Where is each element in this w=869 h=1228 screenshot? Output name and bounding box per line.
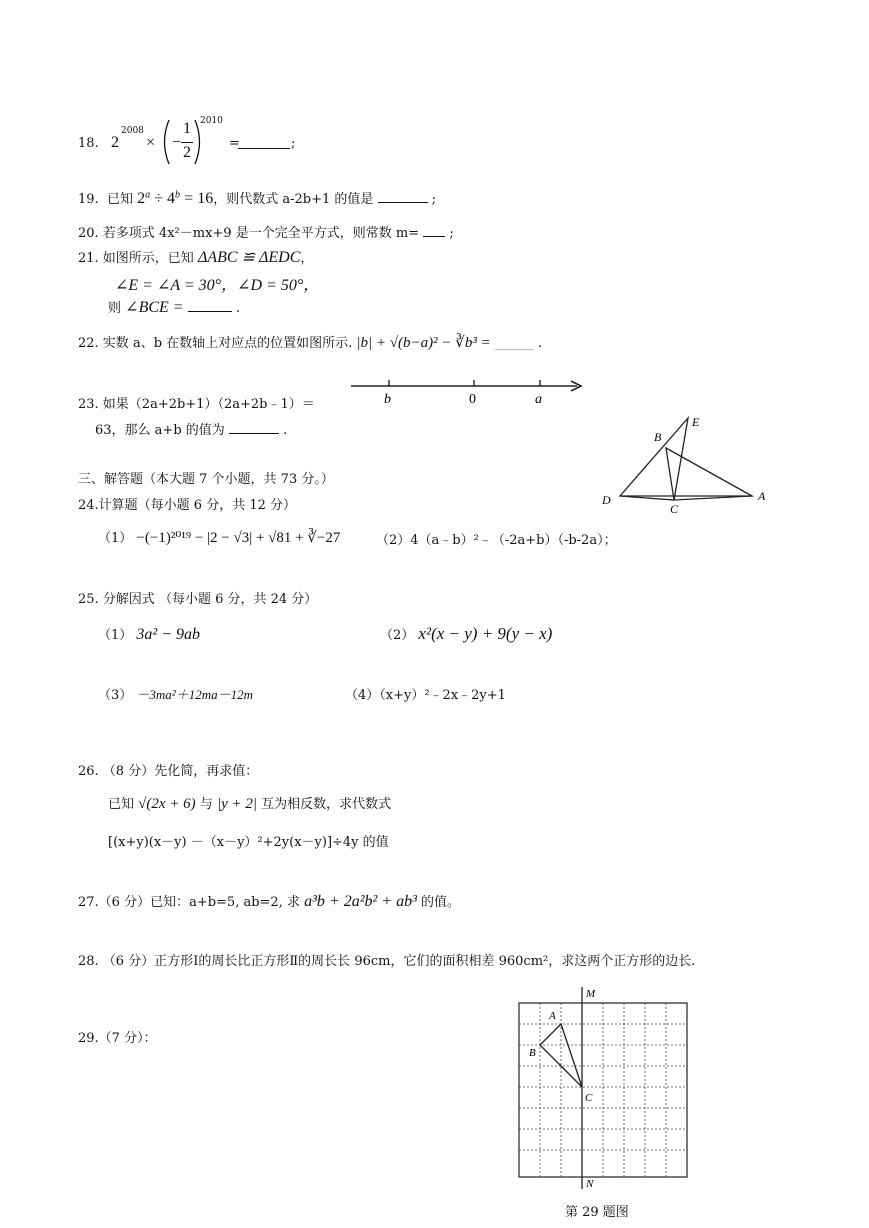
answer-blank[interactable] bbox=[238, 136, 290, 149]
q25-part2: （2） x²(x − y) + 9(y − x) bbox=[380, 624, 553, 643]
answer-blank[interactable] bbox=[423, 224, 445, 237]
q19: 19. 已知 $2^a \div 4^b = 16$，则代数式 a-2b+1 的值是 ; bbox=[78, 189, 437, 207]
tick-label-b: b bbox=[384, 392, 391, 407]
point-label-n: N bbox=[586, 1178, 594, 1190]
point-label-b: B bbox=[529, 1047, 536, 1059]
figure-caption: 第 29 题图 bbox=[565, 1205, 629, 1220]
point-label-m: M bbox=[586, 988, 596, 1000]
q21-line3: 则 ∠BCE = . bbox=[108, 299, 240, 316]
point-label-e: E bbox=[692, 415, 700, 429]
q22: 22. 实数 a、b 在数轴上对应点的位置如图所示. |b| + √(b−a)² − ∛b³ = ______ . bbox=[78, 335, 543, 351]
left-paren bbox=[158, 118, 172, 166]
q21-line1: 21. 如图所示，已知 ΔABC ≌ ΔEDC， bbox=[78, 249, 314, 266]
q27: 27.（6 分）已知：a+b=5, ab=2, 求 a³b + 2a²b² + ab³ 的值。 bbox=[78, 893, 461, 910]
answer-blank[interactable] bbox=[188, 299, 232, 312]
q26-line3: [(x+y)(x－y) －（x－y）²+2y(x－y)]÷4y 的值 bbox=[108, 835, 389, 850]
tick-label-0: 0 bbox=[469, 392, 476, 407]
answer-blank[interactable]: ______ bbox=[494, 336, 534, 351]
answer-blank[interactable] bbox=[378, 190, 428, 203]
q25-part3: （3） －3ma²＋12ma－12m bbox=[98, 687, 253, 703]
number-line-figure bbox=[345, 374, 590, 408]
q24-title: 24.计算题（每小题 6 分，共 12 分） bbox=[78, 498, 297, 513]
q18-exp: 2008 bbox=[121, 126, 144, 136]
q25-title: 25. 分解因式 （每小题 6 分，共 24 分） bbox=[78, 592, 318, 607]
q28: 28. （6 分）正方形Ⅰ的周长比正方形Ⅱ的周长长 96cm，它们的面积相差 960cm²，求这两个正方形的边长. bbox=[78, 954, 696, 969]
q18-base: 2 bbox=[111, 134, 119, 151]
q21-line2: ∠E = ∠A = 30°，∠D = 50°， bbox=[115, 277, 320, 294]
point-label-b: B bbox=[654, 430, 662, 444]
point-label-a: A bbox=[758, 489, 766, 503]
grid-lines bbox=[519, 1003, 687, 1177]
q20: 20. 若多项式 4x²－mx+9 是一个完全平方式，则常数 m= ; bbox=[78, 226, 454, 241]
q29: 29.（7 分）： bbox=[78, 1031, 157, 1046]
q26-title: 26. （8 分）先化简，再求值： bbox=[78, 764, 259, 779]
q26-line2: 已知 √(2x + 6) 与 |y + 2| 互为相反数，求代数式 bbox=[108, 796, 392, 812]
q24-part1: （1） −(−1)²⁰¹⁹ − |2 − √3| + √81 + ∛−27 bbox=[98, 530, 341, 546]
point-label-c: C bbox=[585, 1092, 593, 1104]
q23-line1: 23. 如果（2a+2b+1）（2a+2b﹣1）＝ bbox=[78, 397, 315, 412]
grid-border bbox=[519, 1003, 687, 1177]
point-label-a: A bbox=[549, 1010, 556, 1022]
tick-label-a: a bbox=[535, 392, 542, 407]
grid-figure bbox=[515, 985, 690, 1195]
q24-part2: （2）4（a﹣b）²﹣（-2a+b）（-b-2a）； bbox=[376, 533, 617, 548]
section3-title: 三、解答题（本大题 7 个小题，共 73 分。） bbox=[78, 472, 334, 487]
triangle-figure bbox=[592, 408, 782, 520]
q23-line2: 63，那么 a+b 的值为 . bbox=[95, 423, 288, 438]
point-label-d: D bbox=[602, 493, 611, 507]
answer-blank[interactable] bbox=[229, 421, 279, 434]
q25-part4: （4）（x+y）²﹣2x﹣2y+1 bbox=[345, 688, 506, 703]
point-label-c: C bbox=[670, 502, 679, 516]
q25-part1: （1） 3a² − 9ab bbox=[98, 626, 201, 643]
